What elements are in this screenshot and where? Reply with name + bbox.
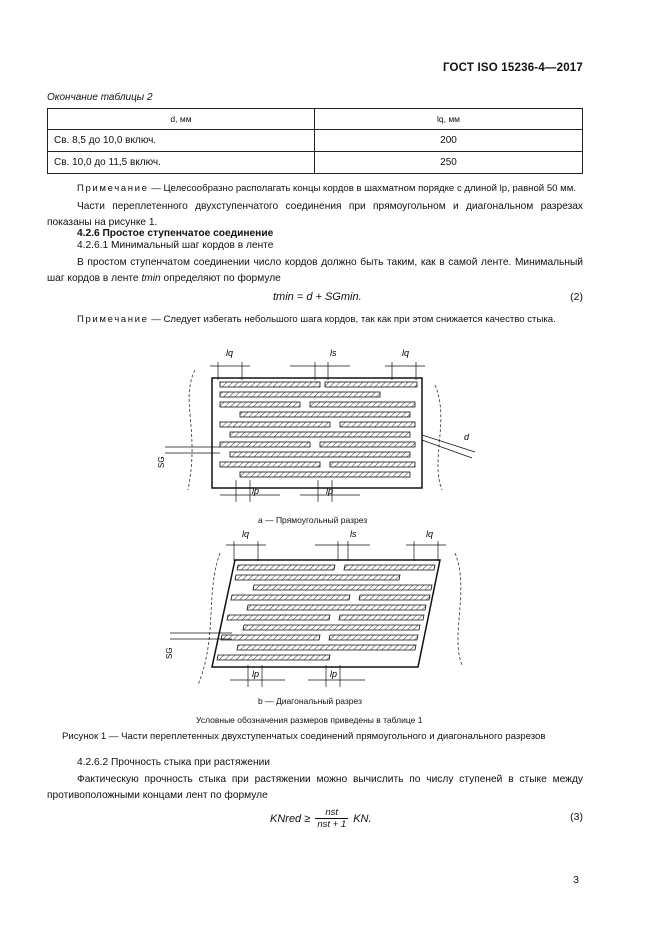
- dim-label-lp: lp: [330, 669, 338, 679]
- document-header: ГОСТ ISO 15236-4—2017: [442, 62, 583, 74]
- dim-label-lq: lq: [402, 348, 410, 358]
- paragraph-text: В простом ступенчатом соединении число кордов должно быть таким, как в самой ленте. Минимальный шаг кордов в ленте: [47, 257, 583, 284]
- table-cell: Св. 10,0 до 11,5 включ.: [48, 152, 315, 174]
- data-table: [47, 108, 583, 174]
- dim-label-lp: lp: [252, 486, 260, 496]
- note-2: [77, 314, 556, 325]
- table-cell: Св. 8,5 до 10,0 включ.: [48, 130, 315, 152]
- figure-legend-note: Условные обозначения размеров приведены в таблице 1: [196, 715, 423, 725]
- dim-label-lq: lq: [226, 348, 234, 358]
- dim-label-lq: lq: [242, 529, 250, 539]
- section-heading-4-2-6-2: 4.2.6.2 Прочность стыка при растяжении: [77, 757, 270, 768]
- table-row: [48, 152, 583, 174]
- figure-caption-b: b — Диагональный разрез: [258, 696, 362, 706]
- dim-label-lp: lp: [326, 486, 334, 496]
- formula-rhs: KN.: [353, 812, 372, 825]
- figure-caption-a: a — Прямоугольный разрез: [258, 515, 368, 525]
- formula-3: [270, 807, 372, 830]
- formula-2: tmin = d + SGmin.: [273, 291, 362, 303]
- table-header-row: [48, 109, 583, 130]
- formula-number: (2): [570, 291, 583, 303]
- dim-label-ls: ls: [330, 348, 337, 358]
- symbol-tmin: tmin: [141, 273, 161, 284]
- dim-label-lq: lq: [426, 529, 434, 539]
- formula-numerator: nst: [315, 807, 348, 819]
- note-1: [77, 183, 576, 194]
- table-cell: 250: [315, 152, 583, 174]
- paragraph-tensile-strength: Фактическую прочность стыка при растяжении можно вычислить по числу ступеней в стыке между противоположными концами лент по формуле: [47, 774, 583, 801]
- table-caption: Окончание таблицы 2: [47, 92, 153, 103]
- figure-a-rectangular-splice: [150, 340, 490, 510]
- table-row: [48, 130, 583, 152]
- paragraph-text: определяют по формуле: [163, 273, 281, 284]
- note-label: Примечание: [77, 314, 149, 325]
- formula-number: (3): [570, 811, 583, 823]
- note-label: Примечание: [77, 183, 149, 194]
- section-heading-4-2-6: 4.2.6 Простое ступенчатое соединение: [77, 228, 274, 239]
- figure-title: Рисунок 1 — Части переплетенных двухступенчатых соединений прямоугольного и диагонального разрезов: [62, 731, 546, 742]
- figure-b-diagonal-splice: [150, 525, 490, 695]
- note-text: — Следует избегать небольшого шага кордов, так как при этом снижается качество стыка.: [151, 314, 556, 325]
- dim-label-d: d: [464, 432, 470, 442]
- dim-label-lp: lp: [252, 669, 260, 679]
- dim-label-ls: ls: [350, 529, 357, 539]
- dim-label-sg: SG: [157, 456, 166, 468]
- formula-lhs: KNred ≥: [270, 812, 311, 825]
- paragraph-cord-pitch: [47, 255, 583, 287]
- paragraph-figure-reference: Части переплетенного двухступенчатого соединения при прямоугольном и диагональном разрезах показаны на рисунке 1.: [47, 201, 583, 228]
- table-cell: 200: [315, 130, 583, 152]
- table-header-cell: lq, мм: [315, 109, 583, 130]
- note-text: — Целесообразно располагать концы кордов в шахматном порядке с длиной lp, равной 50 мм.: [151, 183, 577, 194]
- table-header-cell: d, мм: [48, 109, 315, 130]
- formula-denominator: nst + 1: [317, 819, 347, 830]
- page-number: 3: [573, 874, 579, 886]
- formula-fraction: [315, 807, 348, 830]
- dim-label-sg: SG: [165, 647, 174, 659]
- section-heading-4-2-6-1: 4.2.6.1 Минимальный шаг кордов в ленте: [77, 240, 274, 251]
